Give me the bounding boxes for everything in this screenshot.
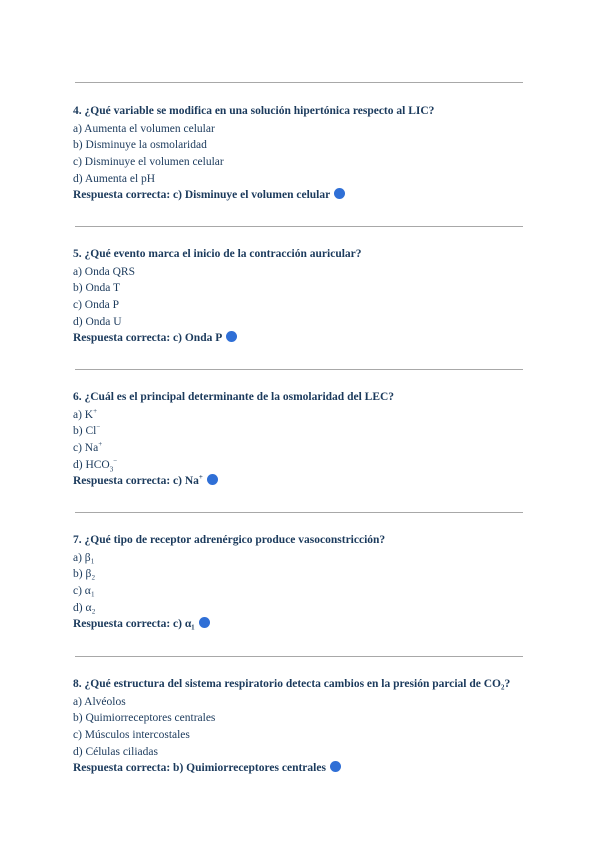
blue-circle-icon xyxy=(334,188,345,199)
question-8 xyxy=(73,676,533,777)
question-title: 4. ¿Qué variable se modifica en una solución hipertónica respecto al LIC? xyxy=(73,105,435,117)
section-divider xyxy=(75,226,523,227)
option-c: c) Onda P xyxy=(73,298,119,311)
option-c: c) Músculos intercostales xyxy=(73,728,190,741)
correct-answer: Respuesta correcta: c) α₁ xyxy=(73,616,533,633)
option-b: b) β₂ xyxy=(73,568,96,581)
blue-circle-icon xyxy=(226,331,237,342)
section-divider xyxy=(75,512,523,513)
question-6 xyxy=(73,389,533,490)
section-divider xyxy=(75,82,523,83)
option-d: d) $HCO_3^-$ xyxy=(73,456,118,473)
question-title: 6. ¿Cuál es el principal determinante de la osmolaridad del LEC? xyxy=(73,391,395,403)
question-title: 7. ¿Qué tipo de receptor adrenérgico produce vasoconstricción? xyxy=(73,534,386,546)
question-7 xyxy=(73,532,533,633)
question-title: 8. ¿Qué estructura del sistema respiratorio detecta cambios en la presión parcial de CO₂? xyxy=(73,678,511,690)
option-c: c) α₁ xyxy=(73,584,95,597)
section-divider xyxy=(75,369,523,370)
option-c: c) Na+ xyxy=(73,440,103,454)
option-b: b) Cl− xyxy=(73,423,101,438)
blue-circle-icon xyxy=(199,617,210,628)
correct-answer: Respuesta correcta: b) Quimiorreceptores centrales xyxy=(73,760,533,777)
correct-answer: Respuesta correcta: c) Na+ xyxy=(73,473,533,490)
correct-answer: Respuesta correcta: c) Disminuye el volumen celular xyxy=(73,187,533,204)
correct-answer: Respuesta correcta: c) Onda P xyxy=(73,330,533,347)
option-c: c) Disminuye el volumen celular xyxy=(73,155,224,168)
question-4 xyxy=(73,103,533,204)
option-a: a) Onda QRS xyxy=(73,265,135,278)
option-a: a) K+ xyxy=(73,406,98,421)
option-b: b) Onda T xyxy=(73,282,121,295)
question-title: 5. ¿Qué evento marca el inicio de la contracción auricular? xyxy=(73,248,362,260)
option-d: d) Células ciliadas xyxy=(73,745,158,758)
question-5 xyxy=(73,246,533,347)
option-d: d) α₂ xyxy=(73,601,96,614)
option-a: a) β₁ xyxy=(73,551,95,564)
blue-circle-icon xyxy=(330,761,341,772)
option-b: b) Disminuye la osmolaridad xyxy=(73,139,207,152)
option-a: a) Alvéolos xyxy=(73,695,126,708)
section-divider xyxy=(75,656,523,657)
blue-circle-icon xyxy=(207,474,218,485)
option-b: b) Quimiorreceptores centrales xyxy=(73,712,216,725)
option-d: d) Onda U xyxy=(73,315,122,328)
option-a: a) Aumenta el volumen celular xyxy=(73,122,215,135)
option-d: d) Aumenta el pH xyxy=(73,172,156,185)
